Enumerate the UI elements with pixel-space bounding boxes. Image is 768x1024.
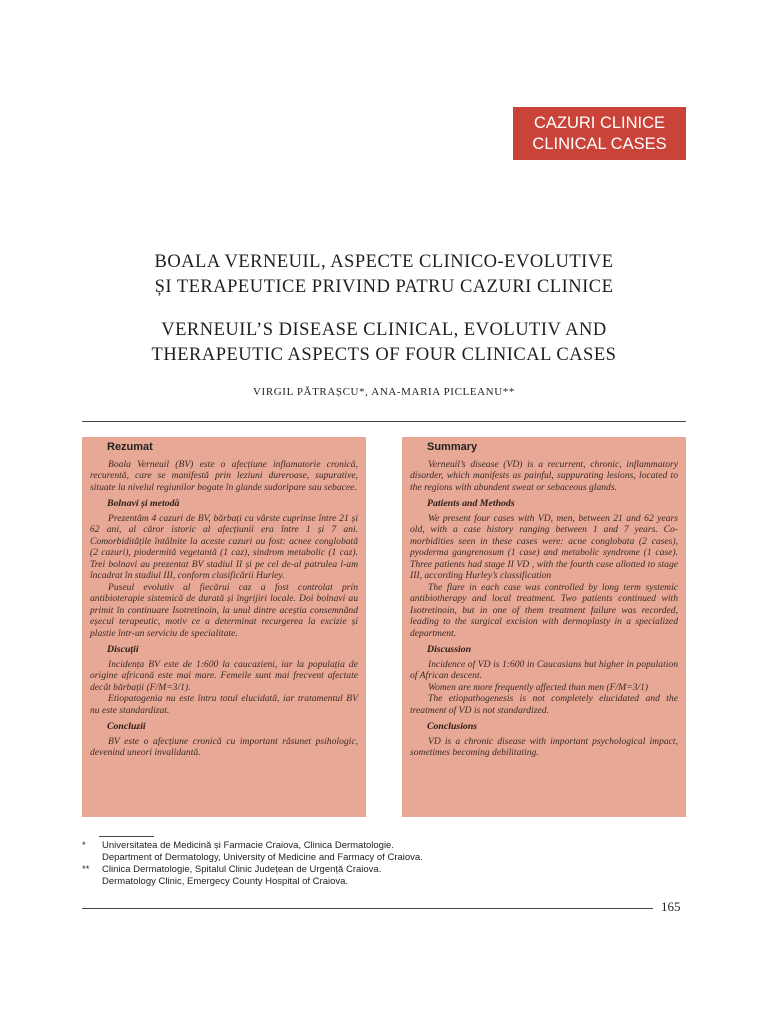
footnote-1-line-2: Department of Dermatology, University of Medicine and Farmacy of Craiova.: [102, 851, 423, 863]
abstract-english: [402, 437, 686, 817]
abstract-en-heading: Summary: [427, 441, 478, 453]
title-en-line-2: THERAPEUTIC ASPECTS OF FOUR CLINICAL CASES: [151, 345, 617, 365]
abstract-ro-heading: Rezumat: [107, 441, 153, 453]
abstract-en-methods-heading: Patients and Methods: [427, 498, 515, 509]
abstract-ro-conclusions-p: BV este o afecțiune cronică cu important răsunet psihologic, devenind uneori invalidantă.: [90, 735, 358, 758]
abstract-en-conclusions-p: VD is a chronic disease with important psychological impact, sometimes becoming debilitating.: [410, 735, 678, 758]
footnote-2-line-1: Clinica Dermatologie, Spitalul Clinic Județean de Urgență Craiova.: [102, 864, 382, 875]
section-label-ro: CAZURI CLINICE: [533, 114, 666, 132]
abstract-en-discussion-p1: Incidence of VD is 1:600 in Caucasians but higher in population of African descent.: [410, 658, 678, 681]
title-ro-line-1: BOALA VERNEUIL, ASPECTE CLINICO-EVOLUTIVE: [154, 252, 614, 272]
title-ro-line-2: ȘI TERAPEUTICE PRIVIND PATRU CAZURI CLINICE: [154, 277, 614, 297]
abstract-ro-methods-p1: Prezentăm 4 cazuri de BV, bărbați cu vârste cuprinse între 21 și 62 ani, al căror istoric al afecțiunii era între 1 și 7 ani. Comorbiditățile întâlnite la aceste cazuri au fost: acnee conglobată (2 cazuri), piodermită vegetantă (1 caz), sindrom metabolic (1 caz). Trei bolnavi au prezentat BV stadiul II și pe cel de-al patrulea l-am încadrat în stadiul III, conform clasificării Hurley.: [90, 512, 358, 581]
abstract-ro-intro: Boala Verneuil (BV) este o afecțiune inflamatorie cronică, recurentă, care se manifestă prin leziuni dureroase, supurative, situate la nivelul regiunilor bogate în glande sudoripare sau sebacee.: [90, 458, 358, 493]
title-english: [80, 318, 688, 368]
abstract-ro-methods-p2: Puseul evolutiv al fiecărui caz a fost controlat prin antibioterapie sistemică de durată și îngrijiri locale. Doi bolnavi au primit în continuare Isotretinoin, la unul dintre aceștia consemnând eșecul terapeutic, motiv ce a determinat recurgerea la excizie și plastie într-un serviciu de specialitate.: [90, 581, 358, 639]
abstract-en-discussion-p3: The etiopathogenesis is not completely elucidated and the treatment of VD is not standardized.: [410, 693, 678, 716]
footnote-mark: **: [82, 864, 90, 875]
abstract-romanian: [82, 437, 366, 817]
title-divider: [82, 421, 686, 422]
section-label-en: CLINICAL CASES: [532, 135, 667, 153]
authors: VIRGIL PĂTRAȘCU*, ANA-MARIA PICLEANU**: [253, 386, 515, 398]
page-number: 165: [661, 899, 681, 914]
title-en-line-1: VERNEUIL’S DISEASE CLINICAL, EVOLUTIV AND: [161, 320, 607, 340]
abstract-ro-methods-heading: Bolnavi și metodă: [107, 498, 180, 509]
abstract-ro-conclusions-heading: Concluzii: [107, 721, 146, 732]
abstract-ro-discussion-p2: Etiopatogenia nu este întru totul elucidată, iar tratamentul BV nu este standardizat.: [90, 693, 358, 716]
footer-divider: [82, 908, 653, 909]
title-romanian: [80, 250, 688, 300]
abstract-en-intro: Verneuil’s disease (VD) is a recurrent, chronic, inflammatory disorder, which manifests as painful, suppurating lesions, located to the regions with abundent sweat or sebaceous glands.: [410, 458, 678, 493]
abstract-ro-discussion-heading: Discuții: [107, 644, 139, 655]
article-titles: [80, 250, 688, 368]
footnote-2-line-2: Dermatology Clinic, Emergecy County Hospital of Craiova.: [102, 875, 349, 887]
abstract-en-discussion-p2: Women are more frequently affected than men (F/M=3/1): [428, 681, 649, 693]
abstract-en-methods-p2: The flare in each case was controlled by long term systemic antibiotherapy and local treatment. Two patients continued with Isotretinoin, but in one of them treatment failure was recorded, leading to the surgical excision with dermoplasty in a specialized department.: [410, 581, 678, 639]
footnote-mark: *: [82, 840, 86, 851]
footnotes: [82, 836, 682, 888]
abstract-en-methods-p1: We present four cases with VD, men, between 21 and 62 years old, with a case history ranging between 1 and 7 years. Co-morbidities seen in these cases were: acne conglobata (2 cases), pyoderma gangrenosum (1 case) and metabolic syndrome (1 case). Three patients had stage II VD , with the fourth case allotted to stage III, according Hurley’s classification: [410, 512, 678, 581]
abstract-ro-discussion-p1: Incidența BV este de 1:600 la caucazieni, iar la populația de origine africană este mai mare. Femeile sunt mai frecvent afectate decât bărbații (F/M=3/1).: [90, 658, 358, 693]
footnote: [82, 840, 682, 863]
abstract-en-discussion-heading: Discussion: [427, 644, 472, 655]
footnote-divider: [99, 836, 154, 837]
footnote: [82, 864, 682, 887]
footnote-1-line-1: Universitatea de Medicină și Farmacie Craiova, Clinica Dermatologie.: [102, 840, 394, 851]
abstract-en-conclusions-heading: Conclusions: [427, 721, 478, 732]
section-badge: [513, 107, 686, 160]
